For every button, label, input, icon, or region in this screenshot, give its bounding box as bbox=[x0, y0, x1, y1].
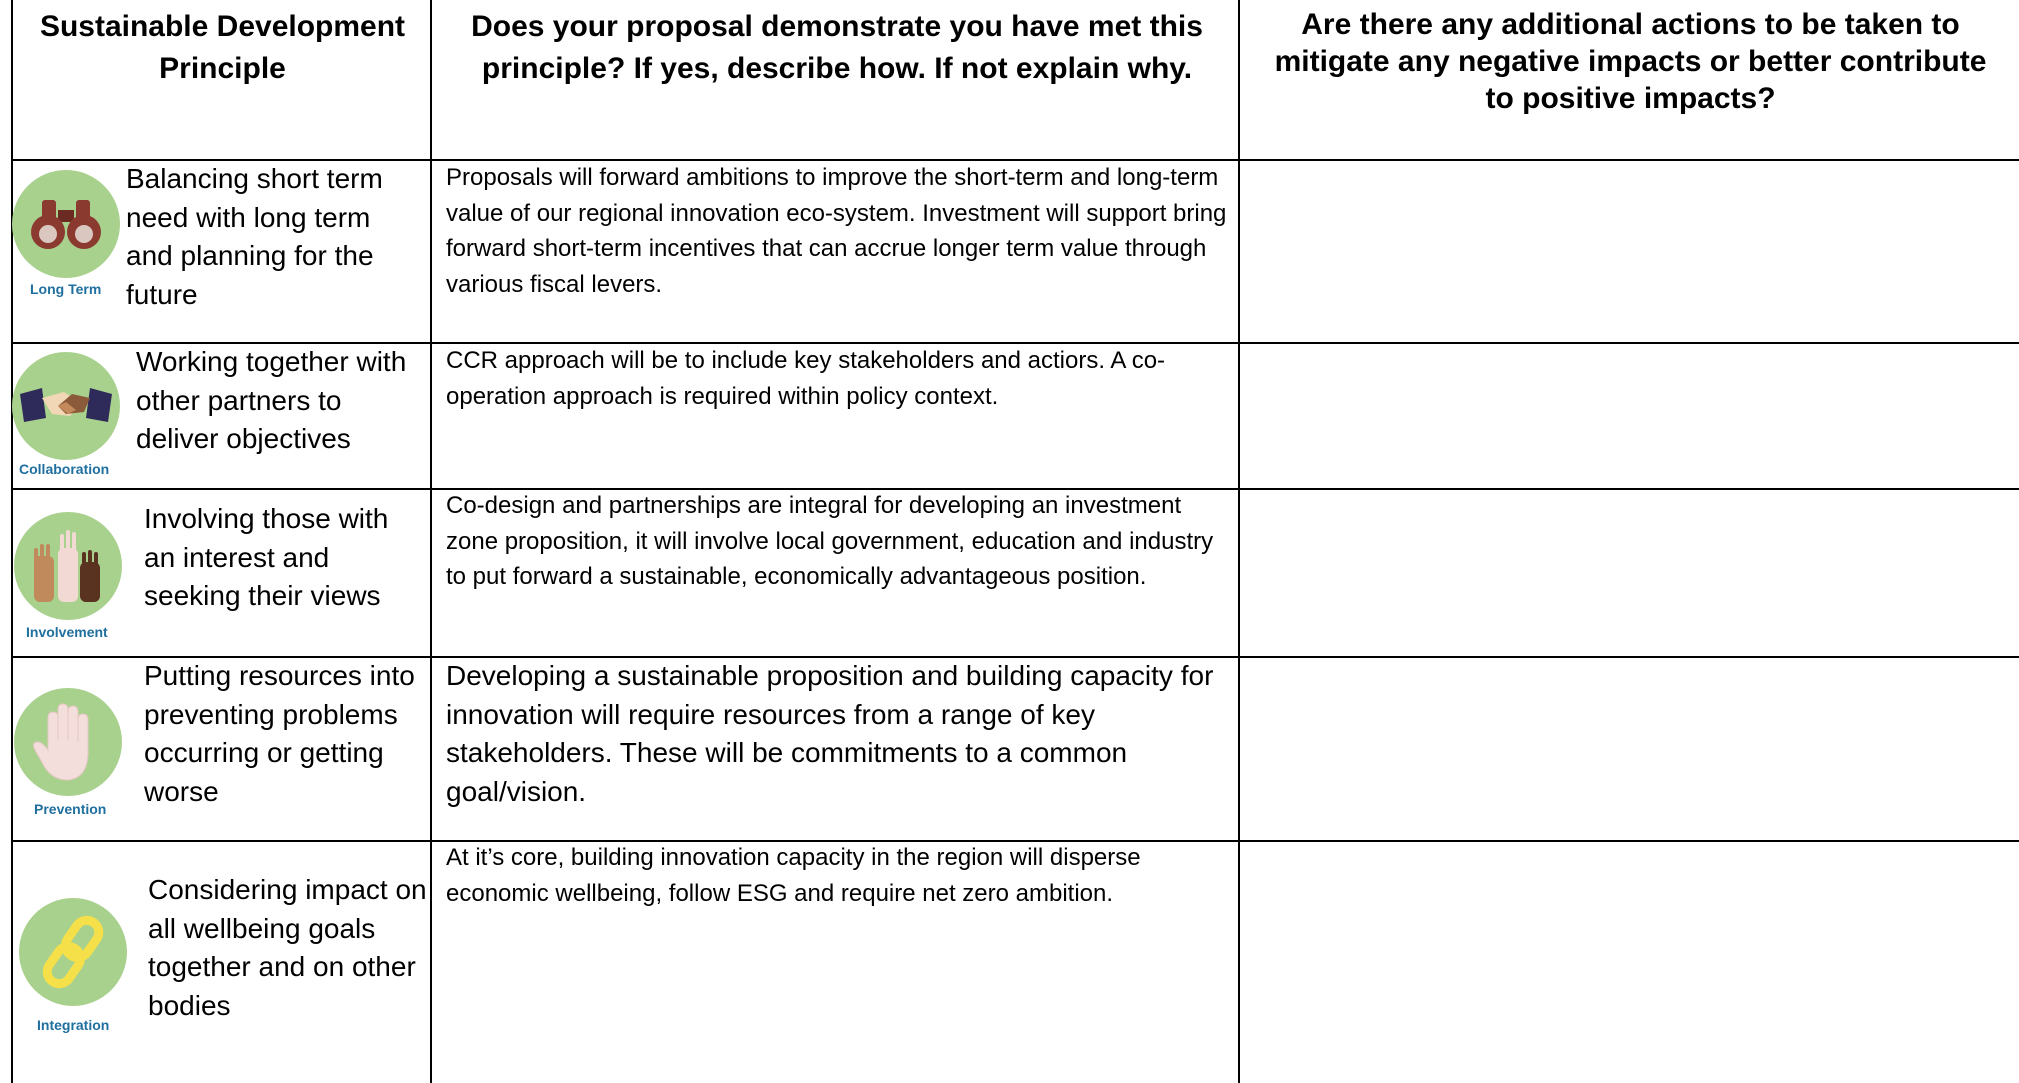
header-principle: Sustainable Development Principle bbox=[39, 10, 406, 85]
raised-hands-icon bbox=[14, 512, 122, 620]
proposal-response: Co-design and partnerships are integral for developing an investment zone proposition, it will involve local government, education and industry to put forward a sustainable, economically advantageous position. bbox=[446, 492, 1214, 590]
principle-text: Working together with other partners to deliver objectives bbox=[136, 346, 407, 455]
proposal-response: At it’s core, building innovation capacity in the region will disperse economic wellbeing, follow ESG and require net zero ambition. bbox=[446, 844, 1141, 907]
header-additional-actions: Are there any additional actions to be taken to mitigate any negative impacts or better contribute to positive impacts? bbox=[1274, 8, 1987, 115]
handshake-icon bbox=[12, 352, 120, 460]
principle-text: Balancing short term need with long term and planning for the future bbox=[126, 163, 383, 311]
header-proposal: Does your proposal demonstrate you have met this principle? If yes, describe how. If not explain why. bbox=[471, 10, 1203, 85]
icon-label: Integration bbox=[37, 1017, 110, 1033]
principle-text: Considering impact on all wellbeing goals together and on other bodies bbox=[148, 874, 427, 1022]
icon-label: Involvement bbox=[26, 624, 108, 640]
principle-text: Putting resources into preventing problems occurring or getting worse bbox=[144, 660, 415, 808]
binoculars-icon bbox=[12, 170, 120, 278]
proposal-response: Proposals will forward ambitions to improve the short-term and long-term value of our regional innovation eco-system. Investment will support bring forward short-term incentives that can accrue longer term value through various fiscal levers. bbox=[446, 164, 1227, 298]
table-border-left bbox=[11, 0, 13, 1083]
column-divider-1 bbox=[430, 0, 432, 1083]
icon-label: Prevention bbox=[34, 801, 107, 817]
column-divider-2 bbox=[1238, 0, 1240, 1083]
proposal-response: CCR approach will be to include key stakeholders and actiors. A co-operation approach is required within policy context. bbox=[446, 347, 1166, 410]
icon-label: Long Term bbox=[30, 281, 102, 297]
stop-hand-icon bbox=[14, 688, 122, 796]
chain-link-icon bbox=[19, 898, 127, 1006]
icon-label: Collaboration bbox=[19, 461, 110, 477]
proposal-response: Developing a sustainable proposition and building capacity for innovation will require resources from a range of key stakeholders. These will be commitments to a common goal/vision. bbox=[446, 660, 1214, 808]
principle-text: Involving those with an interest and seeking their views bbox=[144, 503, 389, 612]
